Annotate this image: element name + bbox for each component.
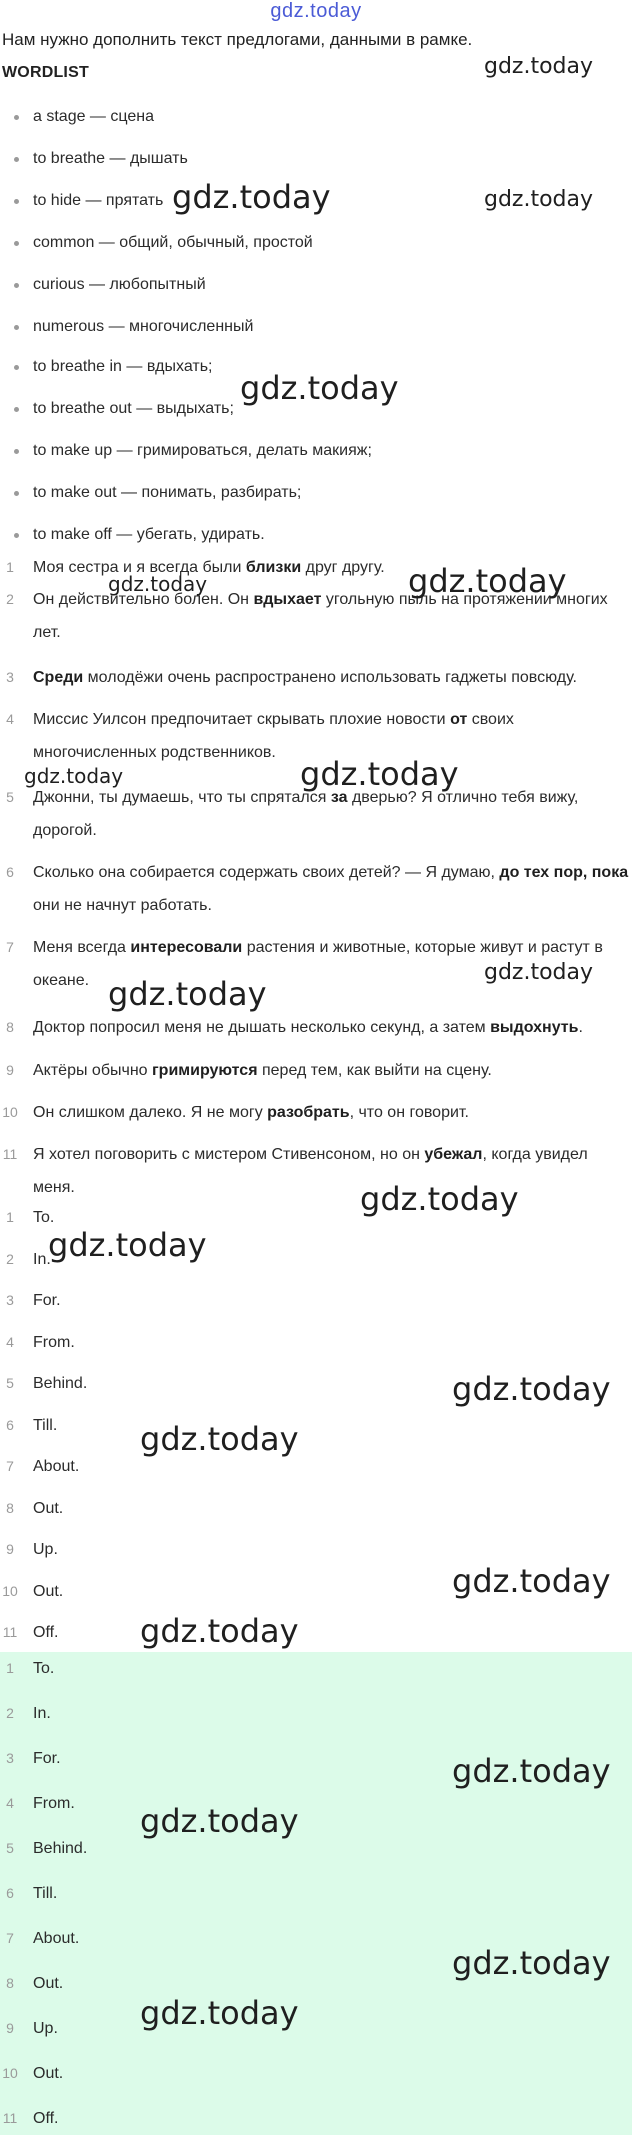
answer-item [0, 1243, 51, 1276]
answer-item [0, 1652, 54, 1685]
sentence-text: друг другу. [301, 559, 385, 576]
wordlist-item-text: to breathe out — выдыхать; [33, 400, 234, 417]
answer-text: To. [33, 1209, 55, 1226]
answer-item [0, 1832, 87, 1865]
bullet-icon [14, 533, 19, 538]
watermark: gdz.today [300, 755, 459, 793]
watermark: gdz.today [452, 1944, 611, 1982]
wordlist-item [0, 356, 212, 377]
highlighted-word: интересовали [130, 939, 243, 956]
item-number: 7 [6, 1458, 14, 1474]
sentence-item [0, 1054, 632, 1087]
answer-text: Out. [33, 1499, 64, 1517]
sentence-text: Он слишком далеко. Я не могу [33, 1104, 268, 1121]
answer-text: In. [33, 1250, 51, 1268]
wordlist-item [0, 232, 313, 253]
task-instruction: Нам нужно дополнить текст предлогами, данными в рамке. [2, 30, 473, 49]
sentence-text: Джонни, ты думаешь, что ты спрятался [33, 789, 331, 806]
answer-text: From. [33, 1795, 75, 1812]
sentence-text: Моя сестра и я всегда были [33, 559, 246, 576]
bullet-icon [14, 115, 19, 120]
item-number: 9 [6, 1541, 14, 1557]
item-number: 9 [6, 1062, 14, 1078]
highlighted-word: близки [245, 559, 302, 576]
answer-text: Out. [33, 1975, 64, 1992]
watermark: gdz.today [140, 1612, 299, 1650]
sentence-text: Актёры обычно [33, 1062, 152, 1079]
answer-text: Behind. [33, 1840, 88, 1857]
item-number: 3 [6, 1750, 14, 1766]
bullet-icon [14, 365, 19, 370]
wordlist-item [0, 274, 206, 295]
wordlist-item-text: a stage — сцена [33, 108, 154, 125]
answer-item [0, 1492, 63, 1525]
item-number: 2 [6, 591, 14, 607]
watermark: gdz.today [140, 1802, 299, 1840]
site-logo[interactable]: gdz.today [270, 0, 362, 22]
watermark: gdz.today [140, 1420, 299, 1458]
bullet-icon [14, 157, 19, 162]
answer-text: For. [33, 1750, 61, 1767]
wordlist-item [0, 148, 188, 169]
item-number: 5 [6, 1375, 14, 1391]
answer-item [0, 1284, 61, 1317]
watermark: gdz.today [48, 1226, 207, 1264]
wordlist-heading: WORDLIST [2, 64, 89, 81]
wordlist-item [0, 440, 372, 461]
sentence-text: Миссис Уилсон предпочитает скрывать плохие новости [33, 711, 451, 728]
wordlist-item [0, 398, 234, 419]
watermark: gdz.today [360, 1180, 519, 1218]
item-number: 8 [6, 1975, 14, 1991]
item-number: 5 [6, 1840, 14, 1856]
answer-text: For. [33, 1292, 61, 1309]
item-number: 7 [6, 1930, 14, 1946]
answer-item [0, 1967, 63, 2000]
sentence-text: Доктор попросил меня не дышать несколько секунд, а затем [33, 1019, 491, 1036]
highlighted-word: до тех пор, пока [499, 864, 629, 881]
bullet-icon [14, 199, 19, 204]
highlighted-word: за [330, 789, 348, 806]
highlighted-word: гримируются [152, 1062, 258, 1079]
answer-item [0, 1742, 61, 1775]
answer-item [0, 1326, 75, 1359]
answer-text: Out. [33, 2065, 64, 2082]
highlighted-word: разобрать [267, 1104, 350, 1121]
item-number: 6 [6, 1416, 14, 1433]
item-number: 2 [6, 1705, 14, 1721]
answer-item [0, 2012, 58, 2045]
item-number: 10 [2, 1104, 18, 1120]
highlighted-word: Среди [33, 669, 84, 686]
wordlist-item-text: to make up — гримироваться, делать макияж; [33, 442, 372, 459]
item-number: 10 [2, 2065, 18, 2081]
item-number: 8 [6, 1019, 14, 1035]
watermark: gdz.today [452, 1562, 611, 1600]
item-number: 5 [6, 789, 14, 805]
answer-item [0, 1877, 57, 1910]
watermark: gdz.today [452, 1370, 611, 1408]
sentence-text: молодёжи очень распространено использовать гаджеты повсюду. [83, 669, 577, 686]
sentence-text: растения и животные, которые живут и растут в океане. [33, 939, 603, 989]
watermark: gdz.today [452, 1752, 611, 1790]
item-number: 3 [6, 669, 14, 685]
sentence-text: дверью? Я отлично тебя вижу, дорогой. [33, 789, 579, 839]
item-number: 2 [6, 1250, 14, 1267]
answer-item [0, 1450, 79, 1483]
bullet-icon [14, 407, 19, 412]
item-number: 1 [6, 1209, 14, 1225]
answer-text: Out. [33, 1582, 64, 1600]
highlighted-word: выдохнуть [490, 1019, 579, 1036]
answer-item [0, 1367, 87, 1400]
answer-item [0, 1409, 57, 1442]
item-number: 1 [6, 559, 14, 575]
watermark: gdz.today [108, 572, 208, 596]
item-number: 11 [2, 1146, 18, 1162]
wordlist-item-text: numerous — многочисленный [33, 318, 254, 335]
wordlist-item [0, 482, 301, 503]
highlighted-word: от [450, 711, 468, 728]
wordlist-item [0, 106, 154, 127]
answer-text: To. [33, 1660, 55, 1677]
watermark: gdz.today [484, 54, 594, 79]
wordlist-item-text: to make out — понимать, разбирать; [33, 484, 302, 501]
sentence-item [0, 1011, 632, 1044]
watermark: gdz.today [484, 187, 594, 212]
sentence-item [0, 856, 632, 922]
sentence-text: угольную пыль на протяжении многих лет. [33, 591, 608, 641]
answer-text: Up. [33, 2020, 58, 2037]
item-number: 8 [6, 1499, 14, 1516]
watermark: gdz.today [108, 975, 267, 1013]
sentence-text: . [578, 1019, 583, 1036]
bullet-icon [14, 449, 19, 454]
watermark: gdz.today [484, 960, 594, 985]
highlighted-answers-panel [0, 1652, 632, 2135]
watermark: gdz.today [240, 369, 399, 407]
sentence-text: Меня всегда [33, 939, 131, 956]
answer-text: Off. [33, 1624, 59, 1641]
answer-text: Till. [33, 1885, 58, 1902]
item-number: 10 [2, 1582, 18, 1599]
item-number: 4 [6, 1795, 14, 1811]
item-number: 1 [6, 1660, 14, 1676]
sentence-item [0, 1096, 632, 1129]
wordlist-item-text: curious — любопытный [33, 276, 206, 293]
item-number: 3 [6, 1292, 14, 1308]
highlighted-word: убежал [424, 1146, 483, 1163]
sentence-text: , когда увидел меня. [33, 1146, 588, 1196]
wordlist-item-text: to breathe — дышать [33, 150, 188, 167]
wordlist-item-text: to breathe in — вдыхать; [33, 358, 213, 375]
item-number: 11 [2, 2110, 18, 2126]
answer-item [0, 1533, 58, 1566]
answer-item [0, 1575, 63, 1608]
sentence-text: перед тем, как выйти на сцену. [257, 1062, 492, 1079]
wordlist-item [0, 190, 163, 211]
sentence-text: Я хотел поговорить с мистером Стивенсоном, но он [33, 1146, 425, 1163]
highlighted-word: вдыхает [253, 591, 322, 608]
bullet-icon [14, 283, 19, 288]
bullet-icon [14, 325, 19, 330]
sentence-text: , что он говорит. [349, 1104, 469, 1121]
item-number: 6 [6, 1885, 14, 1901]
answer-item [0, 1697, 51, 1730]
item-number: 7 [6, 939, 14, 955]
item-number: 9 [6, 2020, 14, 2036]
wordlist-item-text: to hide — прятать [33, 192, 164, 209]
sentence-text: своих многочисленных родственников. [33, 711, 514, 761]
item-number: 11 [2, 1624, 18, 1640]
wordlist-item-text: common — общий, обычный, простой [33, 234, 313, 251]
answer-item [0, 1616, 59, 1649]
sentence-text: Он действительно болен. Он [33, 591, 254, 608]
answer-text: Off. [33, 2110, 59, 2127]
answer-item [0, 1787, 75, 1820]
answer-item [0, 1922, 79, 1955]
watermark: gdz.today [408, 562, 567, 600]
answer-item [0, 2057, 63, 2090]
answer-text: About. [33, 1930, 80, 1947]
wordlist-item [0, 316, 253, 337]
sentence-text: они не начнут работать. [33, 897, 212, 914]
watermark: gdz.today [172, 178, 331, 216]
answer-text: About. [33, 1458, 80, 1475]
bullet-icon [14, 241, 19, 246]
watermark: gdz.today [24, 764, 124, 788]
watermark: gdz.today [140, 1994, 299, 2032]
answer-text: Till. [33, 1416, 58, 1434]
answer-text: In. [33, 1705, 51, 1722]
wordlist-item [0, 524, 265, 545]
wordlist-item-text: to make off — убегать, удирать. [33, 526, 265, 543]
item-number: 4 [6, 711, 14, 727]
sentence-item [0, 661, 632, 694]
item-number: 6 [6, 864, 14, 880]
answer-text: Up. [33, 1541, 58, 1558]
sentence-item [0, 1138, 632, 1204]
answer-item [0, 2102, 59, 2135]
item-number: 4 [6, 1333, 14, 1350]
bullet-icon [14, 491, 19, 496]
answer-text: Behind. [33, 1375, 88, 1392]
sentence-text: Сколько она собирается содержать своих детей? — Я думаю, [33, 864, 500, 881]
answer-item [0, 1201, 54, 1234]
answer-text: From. [33, 1333, 75, 1351]
